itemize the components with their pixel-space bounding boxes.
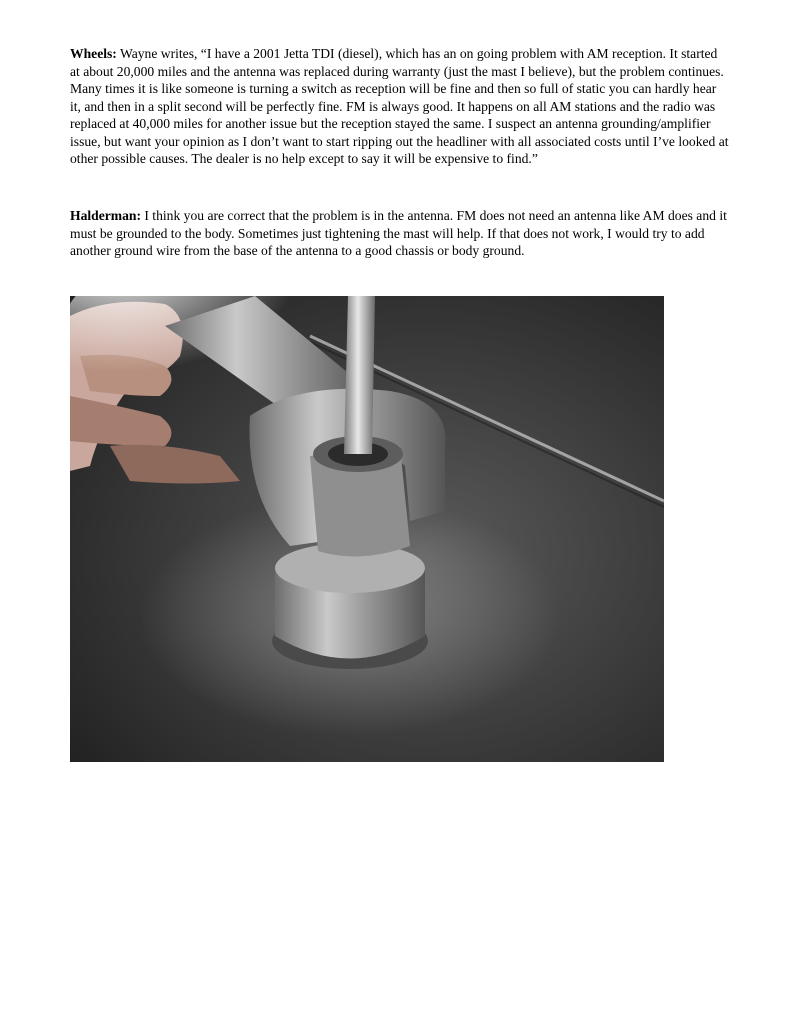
wheels-question-paragraph [70,45,730,168]
question-text: Wayne writes, “I have a 2001 Jetta TDI (diesel), which has an on going problem with AM reception. It started at about 20,000 miles and the antenna was replaced during warranty (just the mast I believe), but the problem continues. Many times it is like someone is turning a switch as reception will be fine and then so full of static you can hardly hear it, and then in a split second will be perfectly fine. FM is always good. It happens on all AM stations and the radio was replaced at 40,000 miles for another issue but the reception stayed the same. I suspect an antenna grounding/amplifier issue, but want your opinion as I don’t want to start ripping out the headliner with all associated costs until I’ve looked at other possible causes. The dealer is no help except to say it will be expensive to find.” [70,46,729,166]
speaker-label-wheels: Wheels: [70,46,117,61]
antenna-wrench-photo [70,296,664,762]
halderman-answer-paragraph [70,207,730,260]
answer-text: I think you are correct that the problem is in the antenna. FM does not need an antenna like AM does and it must be grounded to the body. Sometimes just tightening the mast will help. If that does not work, I would try to add another ground wire from the base of the antenna to a good chassis or body ground. [70,208,727,258]
speaker-label-halderman: Halderman: [70,208,141,223]
